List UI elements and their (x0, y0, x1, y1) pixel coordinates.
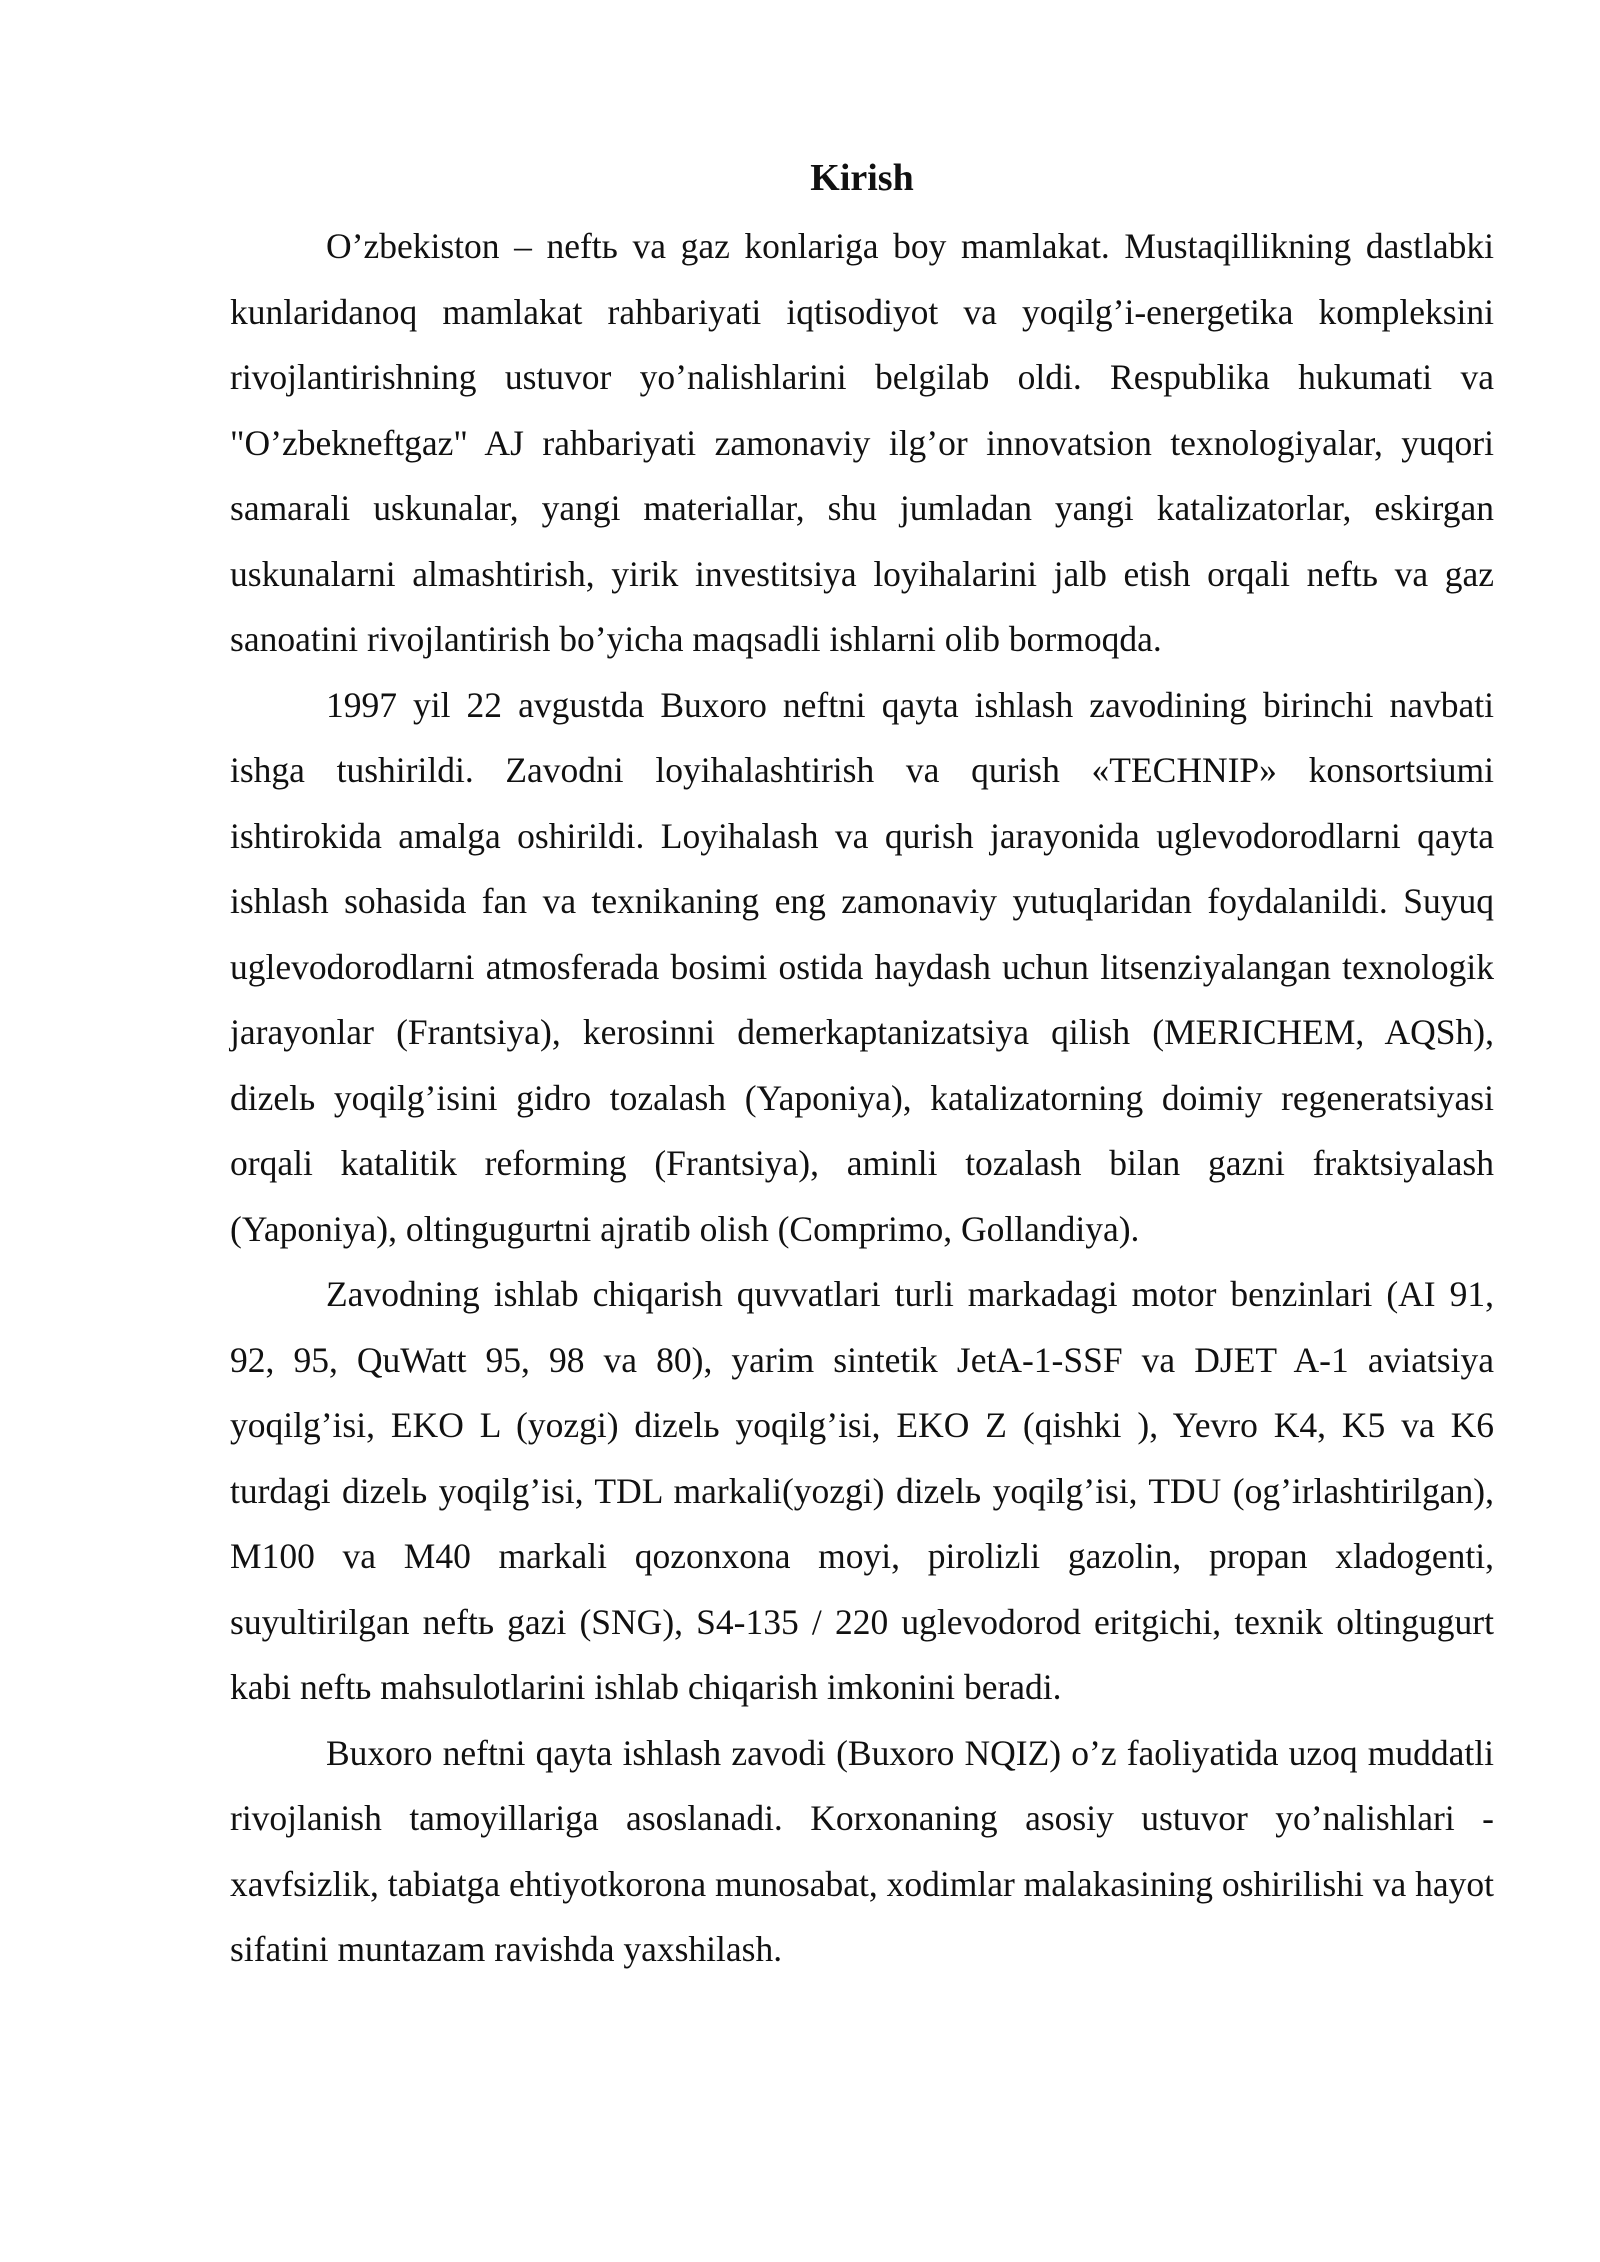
paragraph-history: 1997 yil 22 avgustda Buxoro neftni qayta ishlash zavodining birinchi navbati ishga tushirildi. Zavodni loyihalashtirish va qurish «TECHNIP» konsortsiumi ishtirokida amalga oshirildi. Loyihalash va qurish jarayonida uglevodorodlarni qayta ishlash sohasida fan va texnikaning eng zamonaviy yutuqlaridan foydalanildi. Suyuq uglevodorodlarni atmosferada bosimi ostida haydash uchun litsenziyalangan texnologik jarayonlar (Frantsiya), kerosinni demerkaptanizatsiya qilish (MERICHEM, AQSh), dizelь yoqilg’isini gidro tozalash (Yaponiya), katalizatorning doimiy regeneratsiyasi orqali katalitik reforming (Frantsiya), aminli tozalash bilan gazni fraktsiyalash (Yaponiya), oltingugurtni ajratib olish (Comprimo, Gollandiya). (230, 684, 1494, 1249)
paragraph-products: Zavodning ishlab chiqarish quvvatlari turli markadagi motor benzinlari (AI 91, 92, 95, QuWatt 95, 98 va 80), yarim sintetik JetA-1-SSF va DJET A-1 aviatsiya yoqilg’isi, EKO L (yozgi) dizelь yoqilg’isi, EKO Z (qishki ), Yevro K4, K5 va K6 turdagi dizelь yoqilg’isi, TDL markali(yozgi) dizelь yoqilg’isi, TDU (og’irlashtirilgan), M100 va M40 markali qozonxona moyi, pirolizli gazolin, propan xladogenti, suyultirilgan neftь gazi (SNG), S4-135 / 220 uglevodorod eritgichi, texnik oltingugurt kabi neftь mahsulotlarini ishlab chiqarish imkonini beradi. (230, 1274, 1494, 1707)
page-title: Kirish (810, 157, 914, 199)
paragraph-intro: O’zbekiston – neftь va gaz konlariga boy mamlakat. Mustaqillikning dastlabki kunlaridanoq mamlakat rahbariyati iqtisodiyot va yoqilg’i-energetika kompleksini rivojlantirishning ustuvor yo’nalishlarini belgilab oldi. Respublika hukumati va "O’zbekneftgaz" AJ rahbariyati zamonaviy ilg’or innovatsion texnologiyalar, yuqori samarali uskunalar, yangi materiallar, shu jumladan yangi katalizatorlar, eskirgan uskunalarni almashtirish, yirik investitsiya loyihalarini jalb etish orqali neftь va gaz sanoatini rivojlantirish bo’yicha maqsadli ishlarni olib bormoqda. (230, 226, 1494, 659)
document-body (230, 150, 1494, 1983)
paragraph-principles: Buxoro neftni qayta ishlash zavodi (Buxoro NQIZ) o’z faoliyatida uzoq muddatli rivojlanish tamoyillariga asoslanadi. Korxonaning asosiy ustuvor yo’nalishlari - xavfsizlik, tabiatga ehtiyotkorona munosabat, xodimlar malakasining oshirilishi va hayot sifatini muntazam ravishda yaxshilash. (230, 1732, 1494, 1969)
